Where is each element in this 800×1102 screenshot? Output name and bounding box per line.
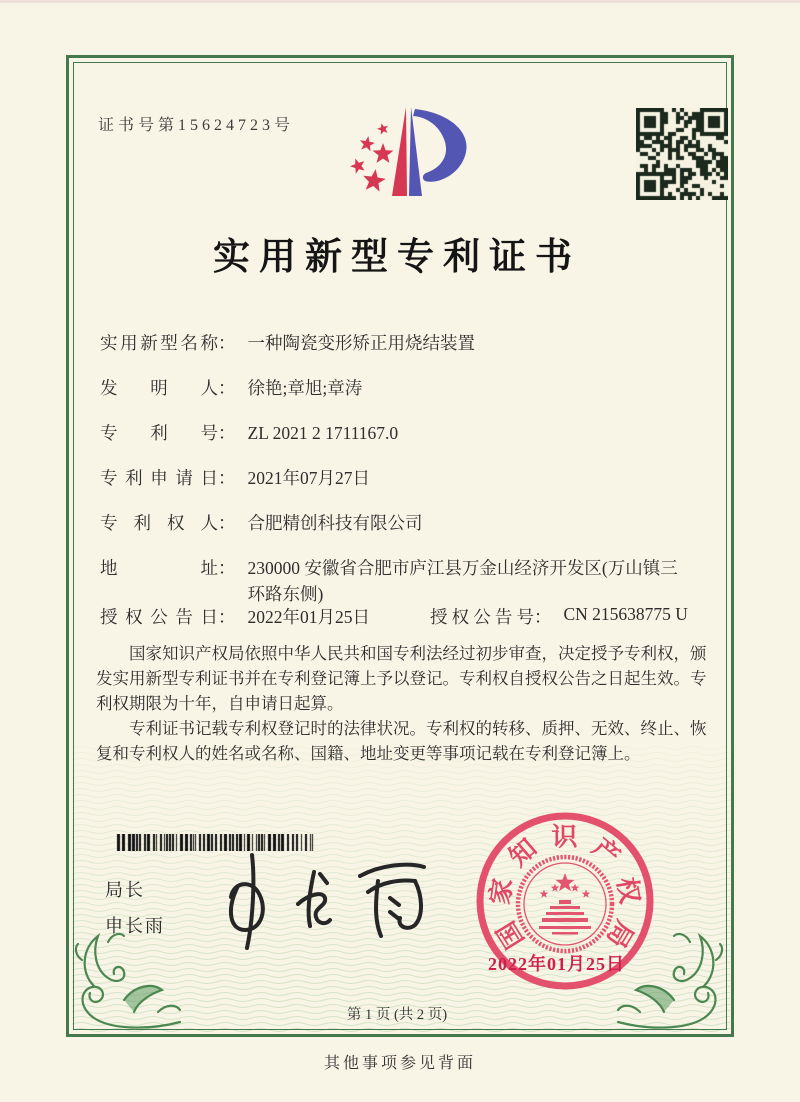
signer-name: 申长雨: [105, 916, 165, 936]
signer-title: 局长: [105, 880, 145, 900]
field-label: 地址: [100, 558, 218, 578]
grant-number-pair: [430, 604, 688, 629]
footer-note: 其他事项参见背面: [323, 1055, 476, 1072]
legal-text: [96, 641, 714, 766]
field-value: ZL 2021 2 1711167.0: [247, 423, 399, 443]
field-value: 230000 安徽省合肥市庐江县万金山经济开发区(万山镇三环路东侧): [247, 558, 678, 604]
logo-blue-bowl: [413, 109, 467, 182]
certificate-title: 实用新型专利证书: [213, 237, 581, 278]
grant-row: [100, 604, 700, 629]
svg-text:局: 局: [600, 915, 640, 953]
field-value: 2021年07月27日: [247, 468, 370, 488]
colon: ：: [534, 607, 552, 627]
colon: ：: [218, 513, 236, 533]
grant-number-value: CN 215638775 U: [563, 604, 688, 624]
certificate-number: 证书号第15624723号: [98, 117, 295, 134]
handwritten-signature: [218, 850, 448, 955]
svg-text:知: 知: [503, 833, 543, 873]
field-row: [100, 510, 690, 536]
seal-date: 2022年01月25日: [488, 954, 625, 974]
grant-date-value: 2022年01月25日: [247, 607, 370, 627]
field-label: 发明人: [100, 378, 218, 398]
field-label: 专利权人: [100, 513, 218, 533]
logo-stars: [350, 123, 394, 191]
cnipa-logo-icon: [338, 104, 480, 204]
colon: ：: [218, 378, 236, 398]
legal-paragraph-2: 专利证书记载专利权登记时的法律状况。专利权的转移、质押、无效、终止、恢复和专利权人的姓名或名称、国籍、地址变更等事项记载在专利登记簿上。: [96, 719, 707, 763]
svg-text:权: 权: [611, 875, 645, 906]
field-row: [100, 330, 690, 356]
field-value: 合肥精创科技有限公司: [247, 513, 423, 533]
field-value: 一种陶瓷变形矫正用烧结装置: [247, 333, 475, 353]
legal-paragraph-1: 国家知识产权局依照中华人民共和国专利法经过初步审查，决定授予专利权，颁发实用新型专利证书并在专利登记簿上予以登记。专利权自授权公告之日起生效。专利权期限为十年，自申请日起算。: [96, 644, 707, 713]
seal-emblem: [518, 857, 612, 951]
field-row: [100, 465, 690, 491]
qr-code-icon: [636, 108, 728, 200]
colon: ：: [218, 607, 236, 627]
svg-text:国: 国: [491, 916, 530, 954]
page-number: 第 1 页 (共 2 页): [346, 1007, 448, 1023]
field-label: 专利申请日: [100, 468, 218, 488]
scan-artifact-line: [0, 0, 800, 3]
colon: ：: [218, 333, 236, 353]
field-label: 实用新型名称: [100, 333, 218, 353]
field-label: 专利号: [100, 423, 218, 443]
svg-text:识: 识: [551, 822, 578, 852]
grant-number-label: 授权公告号: [430, 607, 534, 627]
colon: ：: [218, 468, 236, 488]
field-row: [100, 375, 690, 401]
colon: ：: [218, 423, 236, 443]
colon: ：: [218, 558, 236, 578]
field-row: [100, 420, 690, 446]
field-row: [100, 555, 690, 607]
svg-text:家: 家: [485, 876, 518, 907]
barcode-icon: [115, 834, 315, 851]
logo-blue-stem: [409, 107, 422, 196]
field-value: 徐艳;章旭;章涛: [247, 378, 363, 398]
grant-date-pair: [100, 604, 370, 629]
grant-date-label: 授权公告日: [100, 607, 218, 627]
svg-text:产: 产: [586, 832, 626, 872]
logo-red-wedge: [392, 107, 407, 196]
